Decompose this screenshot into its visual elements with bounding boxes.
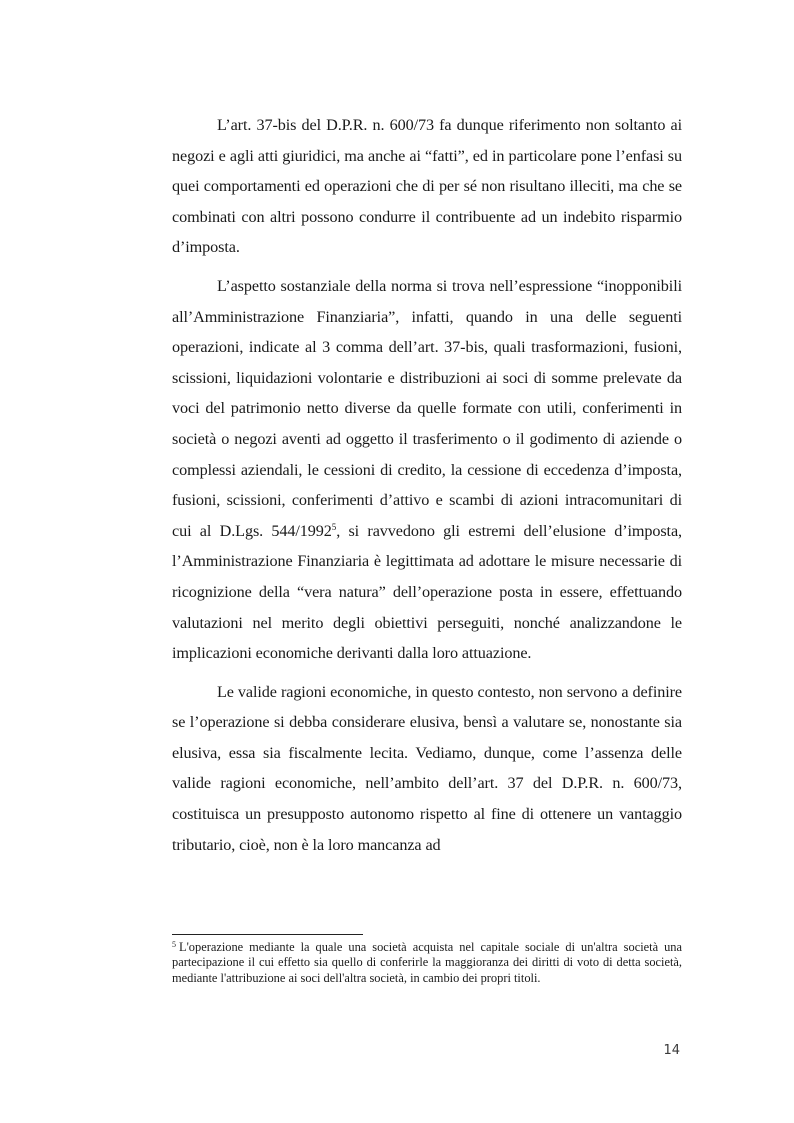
paragraph-2 — [172, 271, 682, 669]
page-number: 14 — [663, 1043, 680, 1058]
paragraph-2-text-after-note: , si ravvedono gli estremi dell’elusione d’imposta, l’Amministrazione Finanziaria è legittimata ad adottare le misure necessarie di ricognizione della “vera natura” dell’operazione posta in essere, effettuando valutazioni nel merito degli obiettivi perseguiti, nonché analizzandone le implicazioni economiche derivanti dalla loro attuazione. — [172, 521, 682, 663]
paragraph-3: Le valide ragioni economiche, in questo contesto, non servono a definire se l’operazione si debba considerare elusiva, bensì a valutare se, nonostante sia elusiva, essa sia fiscalmente lecita. Vediamo, dunque, come l’assenza delle valide ragioni economiche, nell’ambito dell’art. 37 del D.P.R. n. 600/73, costituisca un presupposto autonomo rispetto al fine di ottenere un vantaggio tributario, cioè, non è la loro mancanza ad — [172, 682, 682, 854]
footnote-paragraph — [172, 940, 682, 986]
footnote-reference[interactable]: 5 — [331, 521, 337, 532]
paragraph-2-text-before-note: L’aspetto sostanziale della norma si trova nell’espressione “inopponibili all’Amministrazione Finanziaria”, infatti, quando in una delle seguenti operazioni, indicate al 3 comma dell’art. 37-bis, quali trasformazioni, fusioni, scissioni, liquidazioni volontarie e distribuzioni ai soci di somme prelevate da voci del patrimonio netto diverse da quelle formate con utili, conferimenti in società o negozi aventi ad oggetto il trasferimento o il godimento di aziende o complessi aziendali, le cessioni di credito, la cessione di eccedenza d’imposta, fusioni, scissioni, conferimenti d’attivo e scambi di azioni intracomunitari di cui al D.Lgs. 544/1992 — [172, 276, 682, 540]
paragraph-1: L’art. 37-bis del D.P.R. n. 600/73 fa dunque riferimento non soltanto ai negozi e agli atti giuridici, ma anche ai “fatti”, ed in particolare pone l’enfasi su quei comportamenti ed operazioni che di per sé non risultano illeciti, ma che se combinati con altri possono condurre il contribuente ad un indebito risparmio d’imposta. — [172, 116, 682, 257]
footnote — [172, 940, 682, 986]
footnote-separator — [172, 934, 363, 935]
footnote-text: L'operazione mediante la quale una società acquista nel capitale sociale di un'altra società una partecipazione il cui effetto sia quello di conferirle la maggioranza dei diritti di voto di detta società, mediante l'attribuzione ai soci dell'altra società, in cambio dei propri titoli. — [172, 940, 682, 985]
footnote-number: 5 — [172, 940, 176, 949]
body-text — [172, 110, 682, 868]
